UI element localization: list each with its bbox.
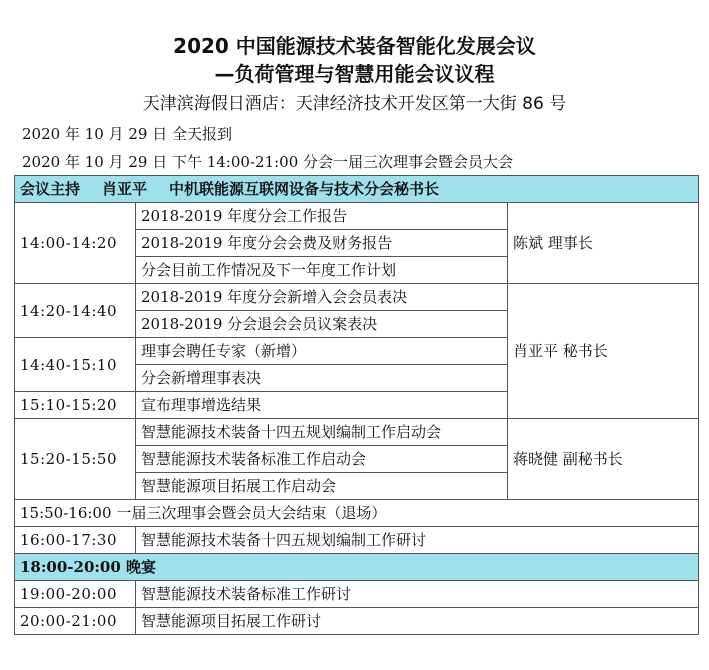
speaker-cell: 陈斌 理事长 xyxy=(508,203,699,284)
speaker-cell: 蒋晓健 副秘书长 xyxy=(508,419,699,500)
table-row xyxy=(15,419,699,446)
agenda-item: 一届三次理事会暨会员大会结束（退场） xyxy=(116,504,387,522)
agenda-item: 智慧能源技术装备标准工作启动会 xyxy=(136,446,508,473)
agenda-item: 分会新增理事表决 xyxy=(136,365,508,392)
time-cell: 19:00-20:00 xyxy=(15,581,136,608)
table-row xyxy=(15,500,699,527)
host-title: 中机联能源互联网设备与技术分会秘书长 xyxy=(169,180,440,198)
agenda-item: 智慧能源项目拓展工作启动会 xyxy=(136,473,508,500)
agenda-item: 智慧能源技术装备标准工作研讨 xyxy=(136,581,699,608)
schedule-line-registration: 2020 年 10 月 29 日 全天报到 xyxy=(22,125,232,143)
table-row xyxy=(15,608,699,635)
host-row xyxy=(15,176,699,203)
table-row xyxy=(15,284,699,311)
venue-address: 天津滨海假日酒店：天津经济技术开发区第一大街 86 号 xyxy=(142,94,567,114)
agenda-item: 2018-2019 年度分会新增入会会员表决 xyxy=(136,284,508,311)
dinner-time: 18:00-20:00 xyxy=(20,558,121,576)
agenda-item: 2018-2019 年度分会工作报告 xyxy=(136,203,508,230)
time-cell: 15:10-15:20 xyxy=(15,392,136,419)
agenda-item: 分会目前工作情况及下一年度工作计划 xyxy=(136,257,508,284)
dinner-cell xyxy=(15,554,699,581)
dinner-row xyxy=(15,554,699,581)
speaker-cell: 肖亚平 秘书长 xyxy=(508,284,699,419)
time-label: 15:50-16:00 xyxy=(20,504,112,522)
page-subtitle: —负荷管理与智慧用能会议议程 xyxy=(214,62,495,86)
time-cell: 14:00-14:20 xyxy=(15,203,136,284)
time-cell: 15:20-15:50 xyxy=(15,419,136,500)
page-title: 2020 中国能源技术装备智能化发展会议 xyxy=(173,34,536,58)
agenda-item: 智慧能源技术装备十四五规划编制工作启动会 xyxy=(136,419,508,446)
table-row xyxy=(15,581,699,608)
time-cell: 14:20-14:40 xyxy=(15,284,136,338)
host-name: 肖亚平 xyxy=(102,180,148,198)
agenda-table xyxy=(14,175,699,635)
agenda-merged-cell xyxy=(15,500,699,527)
time-cell: 16:00-17:30 xyxy=(15,527,136,554)
table-row xyxy=(15,527,699,554)
agenda-item: 宣布理事增选结果 xyxy=(136,392,508,419)
time-cell: 14:40-15:10 xyxy=(15,338,136,392)
schedule-line-meeting: 2020 年 10 月 29 日 下午 14:00-21:00 分会一届三次理事会暨会员大会 xyxy=(22,153,514,171)
time-cell: 20:00-21:00 xyxy=(15,608,136,635)
host-cell xyxy=(15,176,699,203)
agenda-item: 智慧能源项目拓展工作研讨 xyxy=(136,608,699,635)
table-row xyxy=(15,203,699,230)
agenda-item: 2018-2019 年度分会会费及财务报告 xyxy=(136,230,508,257)
agenda-item: 智慧能源技术装备十四五规划编制工作研讨 xyxy=(136,527,699,554)
agenda-item: 2018-2019 分会退会会员议案表决 xyxy=(136,311,508,338)
agenda-item: 理事会聘任专家（新增） xyxy=(136,338,508,365)
host-label: 会议主持 xyxy=(20,180,81,198)
dinner-label: 晚宴 xyxy=(126,558,157,576)
